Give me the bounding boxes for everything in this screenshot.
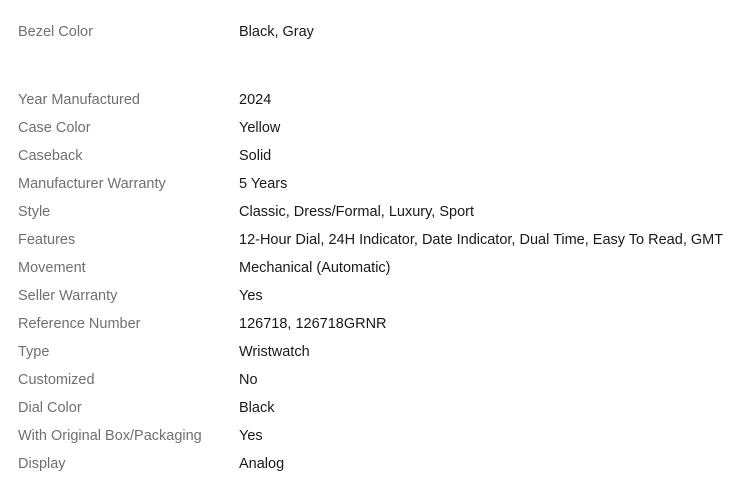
spec-value: Yellow (239, 120, 281, 136)
spec-row-style (18, 198, 751, 226)
spec-label: Style (18, 204, 51, 220)
spec-row-display (18, 450, 751, 478)
spec-value: Wristwatch (239, 344, 310, 360)
spec-row-original-box (18, 422, 751, 450)
spec-value: Mechanical (Automatic) (239, 260, 391, 276)
spec-value: Black, Gray (239, 24, 314, 40)
spec-row-type (18, 338, 751, 366)
spec-value: Black (239, 400, 275, 416)
spec-row-customized (18, 366, 751, 394)
spec-value: Yes (239, 428, 263, 444)
spec-label: Display (18, 456, 66, 472)
spec-row-movement (18, 254, 751, 282)
spec-label: Type (18, 344, 50, 360)
spec-row-seller-warranty (18, 282, 751, 310)
spec-row-dial-color (18, 394, 751, 422)
spec-label: Seller Warranty (18, 288, 118, 304)
spec-value: 126718, 126718GRNR (239, 316, 387, 332)
spec-label: Bezel Color (18, 24, 93, 40)
spec-value: Yes (239, 288, 263, 304)
spec-row-case-color (18, 114, 751, 142)
spec-value: 12-Hour Dial, 24H Indicator, Date Indicator, Dual Time, Easy To Read, GMT (239, 232, 724, 248)
spec-label: With Original Box/Packaging (18, 428, 202, 444)
spec-label: Reference Number (18, 316, 141, 332)
spec-row-caseback (18, 142, 751, 170)
spec-value: Classic, Dress/Formal, Luxury, Sport (239, 204, 475, 220)
spec-row-features (18, 226, 751, 254)
spec-value: Analog (239, 456, 285, 472)
spec-label: Customized (18, 372, 95, 388)
spec-row-manufacturer-warranty (18, 170, 751, 198)
spec-row-year-manufactured (18, 86, 751, 114)
spec-row-reference-number (18, 310, 751, 338)
spec-label: Dial Color (18, 400, 82, 416)
spec-label: Caseback (18, 148, 83, 164)
spec-value: No (239, 372, 258, 388)
spec-label: Manufacturer Warranty (18, 176, 166, 192)
spec-value: Solid (239, 148, 272, 164)
spec-label: Case Color (18, 120, 91, 136)
spec-label: Movement (18, 260, 86, 276)
spec-value: 2024 (239, 92, 272, 108)
spec-label: Features (18, 232, 76, 248)
spec-label: Year Manufactured (18, 92, 140, 108)
spec-row-bezel-color (18, 18, 751, 46)
spec-value: 5 Years (239, 176, 288, 192)
